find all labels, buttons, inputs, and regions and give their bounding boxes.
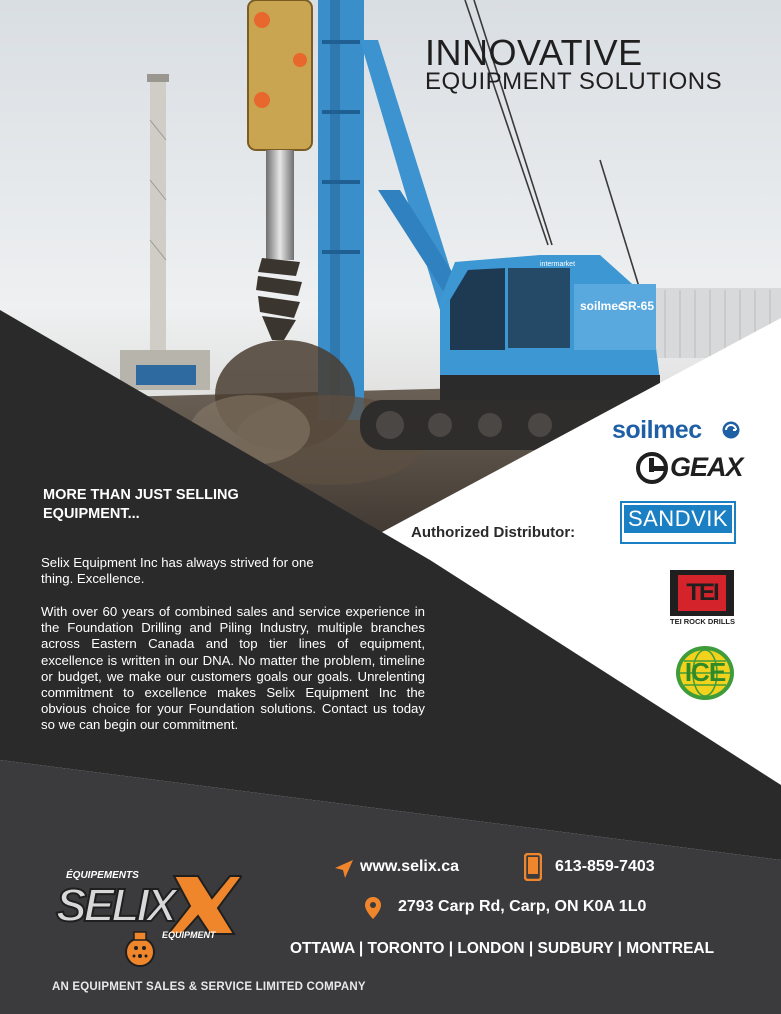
selix-footer-logo bbox=[52, 866, 242, 970]
website-link[interactable]: www.selix.ca bbox=[360, 858, 460, 875]
headline-line2: EQUIPMENT SOLUTIONS bbox=[425, 68, 723, 95]
sandvik-logo bbox=[620, 501, 736, 544]
selix-logo-bottom-text: EQUIPMENT bbox=[162, 930, 216, 940]
soilmec-logo bbox=[612, 416, 702, 446]
ice-logo bbox=[675, 644, 737, 702]
geax-g-icon bbox=[636, 452, 668, 484]
headline-line1: INNOVATIVE bbox=[425, 32, 643, 73]
phone-number[interactable]: 613-859-7403 bbox=[555, 858, 655, 875]
intro-paragraph-2: With over 60 years of combined sales and service experience in the Foundation Drilling and Piling Industry, multiple branches across Eastern Canada and top tier lines of equipment, excellence is written in our DNA. No matter the problem, timeline or budget, we make our customers goals our goals. Unrelenting commitment to excellence makes Selix Equipment Inc the obvious choice for your Foundation solutions. Contact us today so we can begin our commitment. bbox=[41, 604, 425, 733]
intro-subhead: MORE THAN JUST SELLING EQUIPMENT... bbox=[43, 487, 239, 522]
drill-bit-icon bbox=[126, 938, 154, 966]
rig-cab-text: intermarket bbox=[540, 261, 576, 268]
branch-locations: OTTAWA | TORONTO | LONDON | SUDBURY | MONTREAL bbox=[290, 940, 715, 957]
tei-badge bbox=[670, 570, 734, 616]
soilmec-swirl-icon bbox=[722, 421, 740, 439]
intro-paragraph-1: Selix Equipment Inc has always strived for one thing. Excellence. bbox=[41, 555, 314, 587]
send-arrow-icon bbox=[334, 859, 354, 879]
geax-wordmark: GEAX bbox=[670, 452, 743, 482]
geax-logo bbox=[636, 452, 743, 486]
rig-brand-text: soilmec bbox=[580, 299, 625, 313]
location-pin-icon bbox=[364, 896, 382, 920]
sandvik-wordmark: SANDVIK bbox=[624, 505, 732, 533]
phone-icon bbox=[524, 853, 542, 881]
selix-logo-top-text: ÉQUIPEMENTS bbox=[66, 870, 139, 881]
tei-mark: TEI bbox=[678, 575, 726, 611]
company-tagline: AN EQUIPMENT SALES & SERVICE LIMITED COMPANY bbox=[52, 981, 366, 993]
tei-caption: TEI ROCK DRILLS bbox=[670, 617, 735, 626]
selix-logo-wordmark: SELIX bbox=[56, 879, 174, 931]
rig-model-text: SR-65 bbox=[620, 299, 655, 313]
ice-wordmark: ICE bbox=[684, 657, 726, 687]
tei-rock-drills-logo bbox=[670, 570, 736, 628]
authorized-distributor-label: Authorized Distributor: bbox=[411, 524, 576, 541]
address-text: 2793 Carp Rd, Carp, ON K0A 1L0 bbox=[398, 898, 647, 915]
soilmec-wordmark: soilmec bbox=[612, 416, 702, 444]
